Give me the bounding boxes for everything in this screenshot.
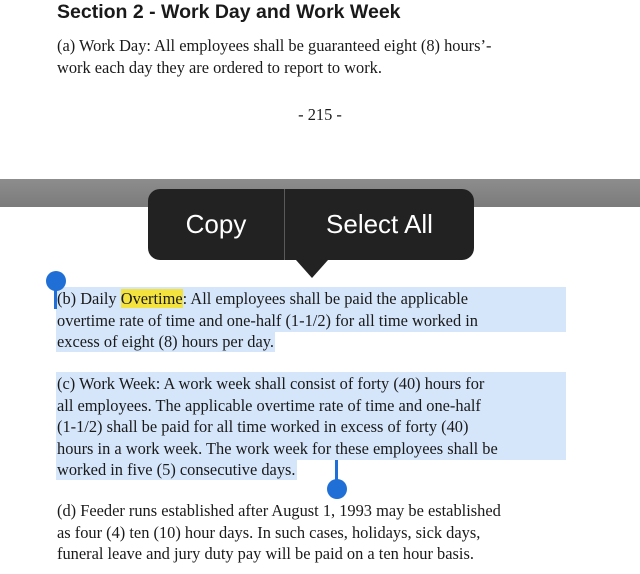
paragraph-a-line: (a) Work Day: All employees shall be guaranteed eight (8) hours’- <box>57 36 492 55</box>
paragraph-d-line: funeral leave and jury duty pay will be paid on a ten hour basis. <box>57 544 474 563</box>
paragraph-c-line: (1-1/2) shall be paid for all time worked in excess of forty (40) <box>57 416 565 438</box>
paragraph-b-line <box>57 288 565 310</box>
paragraph-d <box>57 500 565 565</box>
paragraph-b[interactable] <box>57 288 565 353</box>
paragraph-a-line: work each day they are ordered to report to work. <box>57 57 382 77</box>
paragraph-b-line: excess of eight (8) hours per day. <box>57 332 274 351</box>
paragraph-b-prefix: (b) Daily <box>57 289 121 308</box>
context-menu-pointer <box>296 260 328 278</box>
page-number: - 215 - <box>298 105 342 124</box>
paragraph-c-line: worked in five (5) consecutive days. <box>57 460 296 479</box>
search-highlight-overtime: Overtime <box>120 289 183 308</box>
selection-start-caret[interactable] <box>54 288 57 309</box>
paragraph-b-line1-rest: : All employees shall be paid the applicable <box>182 289 469 308</box>
paragraph-a <box>57 35 565 78</box>
paragraph-c-line: all employees. The applicable overtime rate of time and one-half <box>57 395 565 417</box>
selection-end-handle-icon[interactable] <box>327 479 347 499</box>
document-page-upper <box>0 0 640 179</box>
paragraph-c[interactable] <box>57 373 565 481</box>
select-all-button[interactable]: Select All <box>326 209 433 239</box>
paragraph-c-line: hours in a work week. The work week for these employees shall be <box>57 438 565 460</box>
section-heading: Section 2 - Work Day and Work Week <box>57 1 401 23</box>
paragraph-d-line: (d) Feeder runs established after August 1, 1993 may be established <box>57 501 501 520</box>
edit-context-menu <box>148 189 474 260</box>
paragraph-c-line: (c) Work Week: A work week shall consist of forty (40) hours for <box>57 373 565 395</box>
paragraph-b-line: overtime rate of time and one-half (1-1/2) for all time worked in <box>57 310 565 332</box>
copy-button[interactable]: Copy <box>185 209 247 239</box>
paragraph-d-line: as four (4) ten (10) hour days. In such cases, holidays, sick days, <box>57 522 481 542</box>
